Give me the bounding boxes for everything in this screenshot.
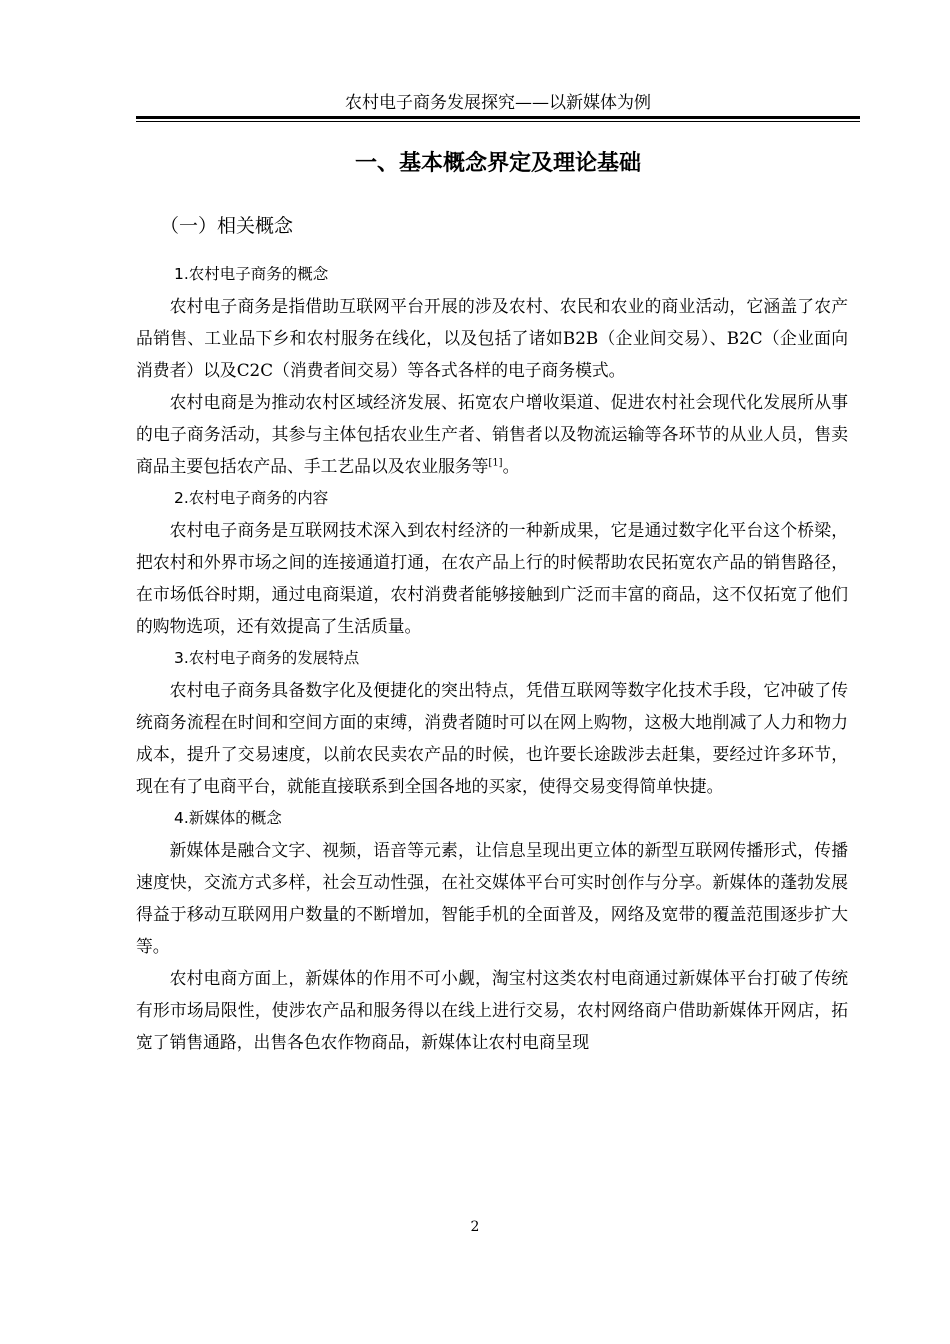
page-number: 2 <box>470 1219 480 1235</box>
header-rule-thin <box>136 121 860 122</box>
subsection-heading-4: 4.新媒体的概念 <box>174 809 282 827</box>
citation-marker: [1] <box>488 457 503 469</box>
body-text <box>136 258 848 1058</box>
section-title: （一）相关概念 <box>160 215 294 237</box>
paragraph-with-citation <box>136 386 848 482</box>
paragraph: 农村电子商务是互联网技术深入到农村经济的一种新成果，它是通过数字化平台这个桥梁，把农村和外界市场之间的连接通道打通，在农产品上行的时候帮助农民拓宽农产品的销售路径，在市场低谷时期，通过电商渠道，农村消费者能够接触到广泛而丰富的商品，这不仅拓宽了他们的购物选项，还有效提高了生活质量。 <box>136 520 848 636</box>
subsection-heading-3: 3.农村电子商务的发展特点 <box>174 649 360 667</box>
paragraph-text: 农村电商是为推动农村区域经济发展、拓宽农户增收渠道、促进农村社会现代化发展所从事的电子商务活动，其参与主体包括农业生产者、销售者以及物流运输等各环节的从业人员，售卖商品主要包括农产品、手工艺品以及农业服务等 <box>136 392 848 476</box>
header-rule-thick <box>136 116 860 119</box>
paragraph: 新媒体是融合文字、视频，语音等元素，让信息呈现出更立体的新型互联网传播形式，传播速度快，交流方式多样，社会互动性强，在社交媒体平台可实时创作与分享。新媒体的蓬勃发展得益于移动互联网用户数量的不断增加，智能手机的全面普及，网络及宽带的覆盖范围逐步扩大等。 <box>136 840 848 956</box>
subsection-heading-2: 2.农村电子商务的内容 <box>174 489 329 507</box>
running-header: 农村电子商务发展探究——以新媒体为例 <box>345 93 651 113</box>
paragraph-tail: 。 <box>502 456 520 476</box>
paragraph: 农村电商方面上，新媒体的作用不可小觑，淘宝村这类农村电商通过新媒体平台打破了传统有形市场局限性，使涉农产品和服务得以在线上进行交易，农村网络商户借助新媒体开网店，拓宽了销售通路，出售各色农作物商品，新媒体让农村电商呈现 <box>136 968 848 1052</box>
paragraph: 农村电子商务具备数字化及便捷化的突出特点，凭借互联网等数字化技术手段，它冲破了传统商务流程在时间和空间方面的束缚，消费者随时可以在网上购物，这极大地削减了人力和物力成本，提升了交易速度，以前农民卖农产品的时候，也许要长途跋涉去赶集，要经过许多环节，现在有了电商平台，就能直接联系到全国各地的买家，使得交易变得简单快捷。 <box>136 680 848 796</box>
paragraph: 农村电子商务是指借助互联网平台开展的涉及农村、农民和农业的商业活动，它涵盖了农产品销售、工业品下乡和农村服务在线化，以及包括了诸如B2B（企业间交易）、B2C（企业面向消费者）以及C2C（消费者间交易）等各式各样的电子商务模式。 <box>136 296 848 380</box>
subsection-heading-1: 1.农村电子商务的概念 <box>174 265 329 283</box>
chapter-title: 一、基本概念界定及理论基础 <box>354 151 641 176</box>
